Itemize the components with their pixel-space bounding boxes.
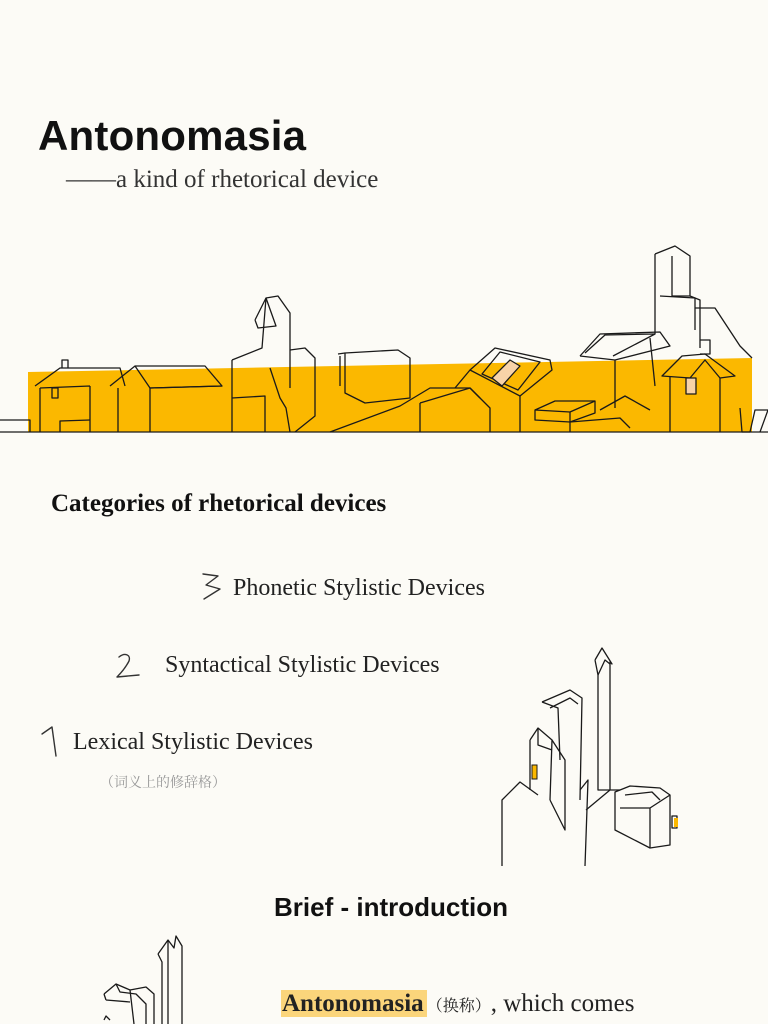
brief-introduction-heading: Brief - introduction [274, 892, 508, 922]
page-title: Antonomasia [38, 112, 307, 159]
building-sketch-left [96, 932, 206, 1024]
page-subtitle: ——a kind of rhetorical device [66, 166, 379, 193]
lexical-note: （词义上的修辞格） [100, 775, 226, 791]
category-syntactical: Syntactical Stylistic Devices [165, 652, 440, 678]
number-1-glyph [38, 724, 64, 760]
number-2-glyph [113, 651, 143, 681]
building-sketch-right [490, 640, 690, 870]
term-chinese: （换称） [426, 996, 491, 1015]
intro-sentence [281, 990, 634, 1018]
skyline-illustration [0, 238, 768, 438]
category-phonetic: Phonetic Stylistic Devices [233, 575, 485, 601]
number-3-glyph [198, 571, 226, 603]
intro-rest: , which comes [490, 990, 635, 1017]
categories-heading: Categories of rhetorical devices [51, 490, 387, 517]
category-lexical: Lexical Stylistic Devices [73, 729, 313, 755]
term-highlight: Antonomasia [281, 990, 427, 1017]
